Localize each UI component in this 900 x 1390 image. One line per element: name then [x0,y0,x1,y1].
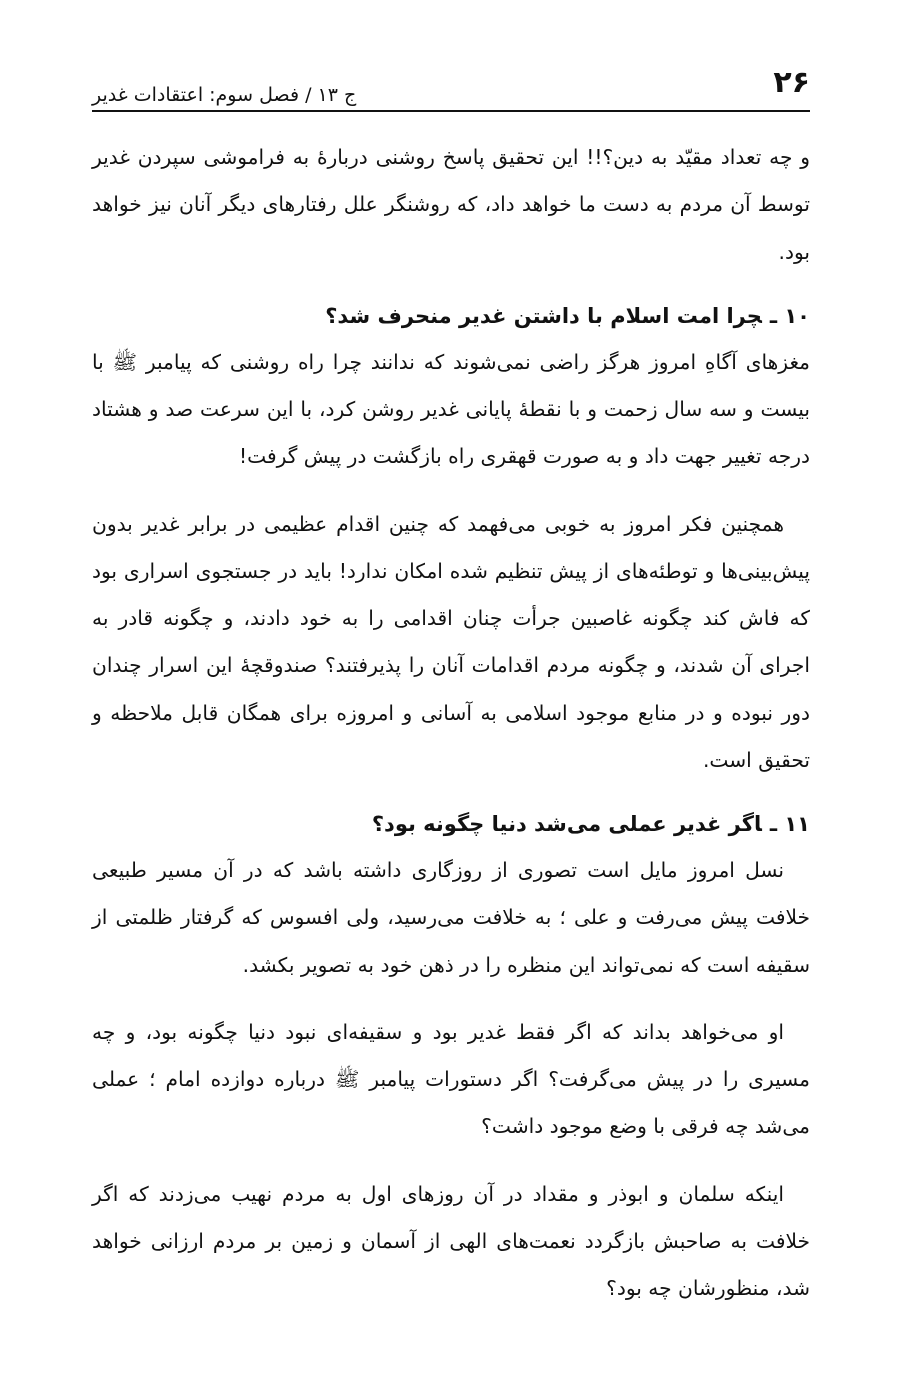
page-header [92,58,810,112]
section-11-paragraph-1: نسل امروز مایل است تصوری از روزگاری داشته باشد که در آن مسیر طبیعی خلافت پیش می‌رفت و علی ؛ به خلافت می‌رسید، ولی افسوس که گرفتار ظلمتی از سقیفه است که نمی‌تواند این منظره را در ذهن خود به تصویر بکشد. [92,858,810,977]
page-number: ۲۶ [773,65,810,100]
section-10-paragraph-1: مغزهای آگاهِ امروز هرگز راضی نمی‌شوند که ندانند چرا راه روشنی که پیامبر ﷺ با بیست و سه سال زحمت و با نقطۀ پایانی غدیر روشن کرد، با این سرعت صد و هشتاد درجه تغییر جهت داد و به صورت قهقری راه بازگشت در پیش گرفت! [92,349,810,469]
running-title: ج ۱۳ / فصل سوم: اعتقادات غدیر [92,84,357,106]
section-11-title: اگر غدیر عملی می‌شد دنیا چگونه بود؟ [371,812,762,837]
section-10-heading [92,296,810,337]
section-11-number: ۱۱ ـ [769,812,810,837]
section-11-heading [92,804,810,845]
section-11-paragraph-2: او می‌خواهد بداند که اگر فقط غدیر بود و سقیفه‌ای نبود دنیا چگونه بود، و چه مسیری را در پیش می‌گرفت؟ اگر دستورات پیامبر ﷺ درباره دوازده امام ؛ عملی می‌شد چه فرقی با وضع موجود داشت؟ [92,1019,810,1139]
intro-paragraph: و چه تعداد مقیّد به دین؟!! این تحقیق پاسخ روشنی دربارۀ به فراموشی سپردن غدیر توسط آن مردم به دست ما خواهد داد، که روشنگر علل رفتارهای دیگر آنان نیز خواهد بود. [92,145,810,264]
section-10-title: چرا امت اسلام با داشتن غدیر منحرف شد؟ [325,303,762,328]
section-10-number: ۱۰ ـ [769,303,810,328]
section-11-paragraph-3: اینکه سلمان و ابوذر و مقداد در آن روزهای اول به مردم نهیب می‌زدند که اگر خلافت به صاحبش بازگردد نعمت‌های الهی از آسمان و زمین بر مردم ارزانی خواهد شد، منظورشان چه بود؟ [92,1181,810,1301]
page-content [92,134,810,1312]
section-10-paragraph-2: همچنین فکر امروز به خوبی می‌فهمد که چنین اقدام عظیمی در برابر غدیر بدون پیش‌بینی‌ها و توطئه‌های از پیش تنظیم شده امکان ندارد! باید در جستجوی اسراری بود که فاش کند چگونه غاصبین جرأت چنان اقدامی را به خود دادند، و چگونه قادر به اجرای آن شدند، و چگونه مردم اقدامات آنان را پذیرفتند؟ صندوقچۀ این اسرار چندان دور نبوده و در منابع موجود اسلامی به آسانی و امروزه برای همگان قابل ملاحظه و تحقیق است. [92,511,810,772]
book-page [92,58,810,1358]
